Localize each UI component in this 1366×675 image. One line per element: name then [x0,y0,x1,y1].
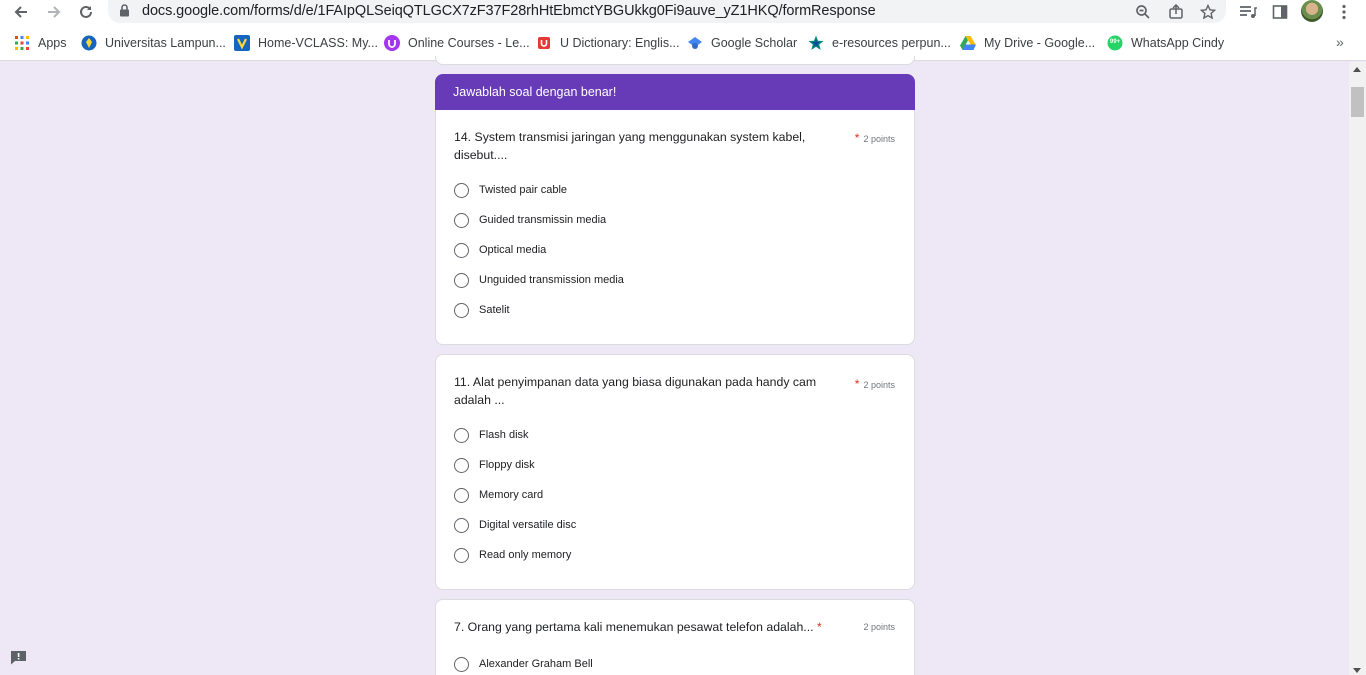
radio-button[interactable] [454,183,469,198]
radio-button[interactable] [454,273,469,288]
radio-option[interactable]: Optical media [454,242,546,258]
bookmark-label: My Drive - Google... [984,36,1096,50]
share-icon[interactable] [1166,2,1186,22]
bookmark-label: Online Courses - Le... [408,36,530,50]
radio-button[interactable] [454,657,469,672]
radio-button[interactable] [454,213,469,228]
radio-option[interactable]: Alexander Graham Bell [454,656,593,672]
address-bar[interactable] [108,0,1226,23]
required-asterisk: * [854,131,860,145]
radio-button[interactable] [454,303,469,318]
radio-option[interactable]: Memory card [454,487,543,503]
question-card [435,110,915,345]
radio-button[interactable] [454,458,469,473]
bookmark-label: Apps [38,36,67,50]
browser-toolbar [0,0,1366,24]
question-card [435,599,915,675]
radio-button[interactable] [454,518,469,533]
required-asterisk: * [854,377,860,391]
bookmark-my-drive[interactable] [960,34,1095,52]
more-bookmarks-chevron-icon[interactable]: » [1336,34,1344,50]
radio-option[interactable]: Floppy disk [454,457,535,473]
apps-grid-icon [14,35,30,51]
kebab-menu-icon[interactable] [1333,1,1355,23]
bookmark-apps[interactable] [14,34,67,52]
radio-button[interactable] [454,243,469,258]
bookmark-label: Google Scholar [711,36,798,50]
question-points: 2 points [863,622,895,632]
star-logo-icon [808,35,824,51]
question-card [435,354,915,590]
unila-logo-icon [81,35,97,51]
bookmark-label: Universitas Lampun... [105,36,226,50]
required-asterisk: * [816,620,822,634]
bookmark-whatsapp[interactable] [1107,34,1224,52]
bookmark-google-scholar[interactable] [687,34,797,52]
radio-option[interactable]: Guided transmissin media [454,212,606,228]
feedback-icon[interactable] [10,650,27,665]
url-text[interactable]: docs.google.com/forms/d/e/1FAIpQLSeiqQTLGCX7zF37F28rhHtEbmctYBGUkkg0Fi9auve_yZ1HKQ/formResponse [142,3,876,19]
bookmark-label: e-resources perpun... [832,36,951,50]
bookmark-label: U Dictionary: Englis... [560,36,680,50]
udemy-icon [384,35,400,51]
question-title: 11. Alat penyimpanan data yang biasa digunakan pada handy cam adalah ... [454,375,817,407]
previous-card-edge [435,56,915,65]
zoom-icon[interactable] [1133,2,1153,22]
profile-avatar[interactable] [1301,0,1323,22]
forward-arrow-icon[interactable] [43,1,65,23]
bookmark-online-courses[interactable] [384,34,530,52]
radio-button[interactable] [454,548,469,563]
back-arrow-icon[interactable] [10,1,32,23]
radio-option[interactable]: Satelit [454,302,510,318]
bookmark-u-dictionary[interactable] [536,34,679,52]
whatsapp-icon [1107,35,1123,51]
question-title: 14. System transmisi jaringan yang menggunakan system kabel, disebut.... [454,130,806,162]
google-drive-icon [960,35,976,51]
radio-option[interactable]: Flash disk [454,427,529,443]
scholar-cap-icon [687,35,703,51]
lock-icon [119,4,130,22]
question-points: * 2 points [854,377,895,391]
bookmark-e-resources[interactable] [808,34,951,52]
radio-button[interactable] [454,488,469,503]
scroll-down-arrow-icon[interactable] [1353,668,1361,673]
radio-button[interactable] [454,428,469,443]
question-title: 7. Orang yang pertama kali menemukan pesawat telefon adalah... * [454,620,822,634]
reload-icon[interactable] [75,1,97,23]
media-control-icon[interactable] [1237,1,1259,23]
question-points: * 2 points [854,131,895,145]
vclass-icon [234,35,250,51]
scrollbar-thumb[interactable] [1351,87,1364,117]
radio-option[interactable]: Twisted pair cable [454,182,567,198]
radio-option[interactable]: Digital versatile disc [454,517,576,533]
bookmark-label: WhatsApp Cindy [1131,36,1225,50]
radio-option[interactable]: Read only memory [454,547,571,563]
bookmark-universitas-lampung[interactable] [81,34,226,52]
side-panel-icon[interactable] [1269,1,1291,23]
page-scrollbar[interactable] [1349,62,1366,675]
notification-badge: 99+ [1109,39,1121,45]
bookmark-vclass[interactable] [234,34,378,52]
scroll-up-arrow-icon[interactable] [1353,67,1361,72]
section-header [435,74,915,110]
u-dictionary-icon [536,35,552,51]
bookmark-star-icon[interactable] [1198,2,1218,22]
bookmark-label: Home-VCLASS: My... [258,36,378,50]
radio-option[interactable]: Unguided transmission media [454,272,624,288]
section-title: Jawablah soal dengan benar! [453,85,617,99]
